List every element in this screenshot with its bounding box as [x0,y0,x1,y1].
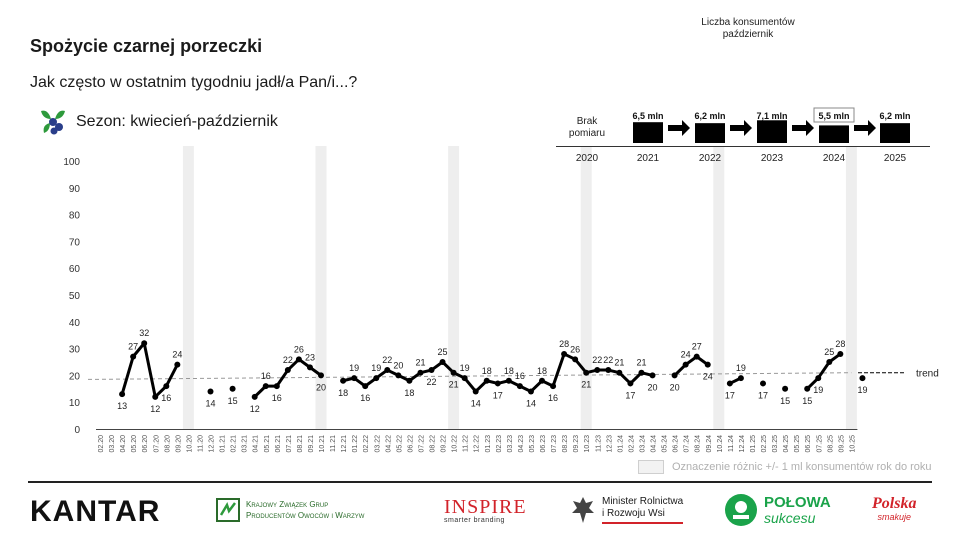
x-tick-label-04.25: 04.25 [783,435,791,453]
y-tick-label-90: 90 [68,183,80,195]
inset-arrow-2021 [668,120,690,136]
x-tick-label-04.21: 04.21 [252,435,260,453]
x-tick-label-04.23: 04.23 [517,435,525,453]
x-tick-label-12.21: 12.21 [341,435,349,453]
data-point-04.20 [119,391,125,397]
data-label-07.21: 22 [282,355,293,366]
data-label-09.23: 26 [570,344,581,355]
kzgp-logo [216,498,364,522]
inset-year-2024: 2024 [822,153,846,164]
inset-year-2020: 2020 [575,153,599,164]
data-point-08.20 [163,383,169,389]
data-point-08.23 [561,351,567,357]
x-tick-label-12.23: 12.23 [606,435,614,453]
inset-label-2024: 5,5 mln [818,111,850,121]
data-label-12.22: 14 [470,398,481,409]
polska-main: Polska [872,495,917,512]
data-point-02.21 [230,386,236,392]
ministry-line1: Minister Rolnictwa [602,496,684,507]
x-tick-label-06.20: 06.20 [142,435,150,453]
data-label-06.23: 18 [536,365,548,376]
x-tick-label-08.24: 08.24 [694,435,702,453]
data-label-05.22: 20 [393,360,404,371]
x-tick-label-05.22: 05.22 [396,435,404,453]
page-title: Spożycie czarnej porzeczki [30,36,263,56]
x-tick-label-05.21: 05.21 [263,435,271,453]
data-point-12.22 [473,388,479,394]
data-point-02.24 [627,380,633,386]
series-line-segment [807,354,840,389]
data-point-03.24 [638,370,644,376]
data-point-04.21 [252,394,258,400]
x-tick-label-03.24: 03.24 [639,435,647,453]
data-point-12.24 [738,375,744,381]
data-point-09.20 [174,362,180,368]
data-label-05.20: 27 [128,341,139,352]
data-label-07.23: 16 [548,393,559,404]
x-tick-label-08.23: 08.23 [562,435,570,453]
x-tick-label-07.23: 07.23 [551,435,559,453]
data-label-08.22: 22 [426,377,437,388]
highlight-band-10.24 [713,146,724,430]
x-tick-label-01.24: 01.24 [617,435,625,453]
data-label-04.24: 20 [647,382,658,393]
inset-title-line1: Liczba konsumentów [701,17,795,28]
data-label-07.25: 19 [813,385,824,396]
x-tick-label-12.24: 12.24 [738,435,746,453]
data-point-12.23 [605,367,611,373]
data-point-04.22 [384,367,390,373]
x-tick-label-04.20: 04.20 [120,435,128,453]
data-label-07.24: 24 [680,349,691,360]
kzgp-emblem-icon [216,498,240,522]
x-tick-label-01.23: 01.23 [484,435,492,453]
data-label-10.22: 21 [448,379,459,390]
data-label-02.22: 16 [360,393,371,404]
data-point-05.21 [263,383,269,389]
y-tick-label-100: 100 [63,157,80,168]
inset-bar-2023 [757,120,787,143]
data-label-11.22: 19 [459,363,470,374]
data-label-11.23: 22 [592,355,603,366]
data-label-07.22: 21 [415,357,426,368]
data-point-07.21 [285,367,291,373]
x-tick-label-08.20: 08.20 [164,435,172,453]
trend-label: trend [916,368,939,380]
inset-bar-2025 [880,123,910,143]
data-label-02.21: 15 [227,395,238,406]
x-tick-label-04.22: 04.22 [385,435,393,453]
data-label-02.24: 17 [625,390,636,401]
data-label-04.21: 12 [249,403,260,414]
data-point-11.23 [594,367,600,373]
data-point-03.23 [506,378,512,384]
x-tick-label-10.20: 10.20 [186,435,194,453]
data-point-09.24 [705,362,711,368]
polowa-sukcesu-logo [724,493,831,527]
y-tick-label-50: 50 [68,291,80,302]
x-tick-label-12.22: 12.22 [473,435,481,453]
data-point-08.24 [694,354,700,360]
data-label-12.23: 22 [603,355,614,366]
question-subtitle: Jak często w ostatnim tygodniu jadł/a Pan/i...? [30,74,358,91]
x-tick-label-06.25: 06.25 [805,435,813,453]
data-point-10.21 [318,372,324,378]
consumer-count-inset [556,17,930,164]
data-label-04.25: 15 [780,395,791,406]
x-tick-label-07.20: 07.20 [153,435,161,453]
x-tick-label-03.20: 03.20 [109,435,117,453]
inset-year-2025: 2025 [883,153,907,164]
highlight-band-10.25 [846,146,857,430]
data-label-06.21: 16 [271,393,282,404]
x-tick-label-03.25: 03.25 [772,435,780,453]
inset-label-2021: 6,5 mln [632,111,664,121]
data-label-10.21: 20 [315,382,327,393]
kzgp-line2: Producentów Owoców i Warzyw [246,511,365,520]
data-label-06.20: 32 [139,328,150,339]
x-tick-label-06.22: 06.22 [407,435,415,453]
data-point-05.22 [395,372,401,378]
data-point-10.23 [583,370,589,376]
data-point-07.22 [417,370,423,376]
data-label-06.24: 20 [669,382,680,393]
data-label-09.24: 24 [702,371,713,382]
data-point-undefined [859,375,865,381]
x-tick-label-05.24: 05.24 [661,435,669,453]
ministry-logo [570,494,683,526]
inset-label-2023: 7,1 mln [756,111,788,121]
data-point-02.25 [760,380,766,386]
data-point-12.21 [340,378,346,384]
data-point-02.22 [362,383,368,389]
data-point-06.22 [406,378,412,384]
inset-year-2023: 2023 [760,153,784,164]
x-tick-label-06.23: 06.23 [540,435,547,453]
data-label-06.25: 15 [802,395,813,406]
x-tick-label-02.25: 02.25 [761,435,768,453]
data-point-07.23 [550,383,556,389]
data-point-05.23 [528,388,534,394]
data-point-09.22 [440,359,446,365]
x-tick-label-09.22: 09.22 [440,435,448,453]
legend-note [638,460,932,474]
data-label-09.25: 28 [835,338,846,349]
inspire-sub: smarter branding [444,517,505,524]
highlight-band-10.20 [183,146,194,430]
inset-year-2022: 2022 [698,153,722,164]
data-label-02.25: 17 [757,390,769,401]
inset-year-2021: 2021 [636,153,660,164]
x-tick-label-10.21: 10.21 [319,435,326,453]
data-point-09.25 [837,351,843,357]
inset-title-line2: październik [722,29,774,40]
x-tick-label-11.22: 11.22 [462,435,470,452]
inset-label-2025: 6,2 mln [879,111,911,121]
data-point-11.24 [727,380,733,386]
data-point-09.21 [307,364,313,370]
data-label-02.23: 17 [492,390,503,401]
x-tick-label-11.20: 11.20 [197,435,205,452]
polowa-emblem-icon [724,493,758,527]
data-point-06.24 [672,372,678,378]
inset-arrow-2024 [854,120,876,136]
y-tick-label-0: 0 [74,425,80,436]
kzgp-line1: Krajowy Związek Grup [246,500,329,509]
inset-no-measure-line2: pomiaru [568,128,606,139]
x-tick-label-05.25: 05.25 [794,435,802,453]
data-point-06.25 [804,386,810,392]
y-tick-label-40: 40 [68,317,80,329]
data-label-12.21: 18 [338,387,349,398]
x-tick-label-01.25: 01.25 [749,435,757,453]
polska-smakuje-logo [872,496,916,522]
y-tick-label-70: 70 [68,237,80,249]
y-tick-label-60: 60 [68,264,80,276]
x-tick-label-09.24: 09.24 [705,435,713,453]
x-tick-label-02.24: 02.24 [628,435,636,453]
data-point-04.25 [782,386,788,392]
legend-swatch [638,460,664,474]
data-label-01.22: 19 [349,363,360,374]
x-tick-label-09.20: 09.20 [175,435,183,453]
inset-bar-2021 [633,122,663,143]
data-label-12.20: 14 [205,398,216,409]
data-point-01.23 [484,378,490,384]
data-point-06.23 [539,378,545,384]
x-tick-label-10.25: 10.25 [849,435,857,453]
data-point-04.23 [517,383,523,389]
data-label-05.21: 16 [260,371,271,382]
x-tick-label-07.25: 07.25 [816,435,824,453]
x-tick-label-07.22: 07.22 [418,435,426,453]
inset-arrow-2023 [792,120,814,136]
inset-bar-2024 [819,125,849,143]
season-text: Sezon: kwiecień-październik [76,113,278,130]
data-label-01.23: 18 [481,365,492,376]
x-tick-label-08.25: 08.25 [827,435,835,453]
data-label-11.24: 17 [724,390,735,401]
x-tick-label-10.22: 10.22 [451,435,459,453]
data-point-05.20 [130,354,136,360]
data-label-08.24: 27 [691,341,702,352]
x-tick-label-04.24: 04.24 [650,435,658,453]
data-label-04.22: 22 [382,355,393,366]
polska-sub: smakuje [877,512,911,522]
data-point-08.22 [429,367,435,373]
data-label-09.22: 25 [437,347,448,357]
x-tick-label-08.21: 08.21 [296,435,304,453]
kantar-logo: KANTAR [30,495,161,528]
inspire-main: INSPIRE [444,496,527,518]
consumption-series [117,328,867,414]
inset-label-2022: 6,2 mln [694,111,726,121]
data-label-08.23: 28 [559,338,570,349]
x-tick-label-02.22: 02.22 [363,435,371,453]
inset-bar-2022 [695,123,725,143]
x-tick-label-01.21: 01.21 [219,435,227,453]
x-tick-label-11.23: 11.23 [595,435,603,452]
data-point-01.22 [351,375,357,381]
data-point-01.24 [616,370,622,376]
x-tick-label-08.22: 08.22 [429,435,437,453]
data-label-undefined: 19 [857,385,868,396]
data-label-08.20: 16 [161,393,172,404]
data-point-06.20 [141,340,147,346]
inset-arrow-2022 [730,120,752,136]
x-tick-label-10.23: 10.23 [584,435,592,453]
data-label-08.21: 26 [293,344,304,355]
x-tick-label-05.20: 05.20 [131,435,139,453]
footer-divider [28,481,932,483]
x-tick-label-02.20: 02.20 [98,435,105,453]
data-point-03.22 [373,375,379,381]
data-point-06.21 [274,383,280,389]
data-label-09.21: 23 [304,352,315,363]
y-tick-label-10: 10 [68,398,80,410]
x-tick-label-09.25: 09.25 [838,435,846,453]
data-label-04.20: 13 [117,401,128,412]
x-tick-label-03.23: 03.23 [506,435,514,453]
data-label-04.23: 16 [514,371,525,382]
x-tick-label-07.21: 07.21 [285,435,293,453]
x-tick-label-02.21: 02.21 [230,435,238,453]
data-label-09.20: 24 [172,349,183,360]
x-tick-label-05.23: 05.23 [528,435,536,453]
x-tick-label-02.23: 02.23 [495,435,503,453]
data-label-03.24: 21 [636,357,647,368]
eagle-emblem-icon [570,494,596,526]
x-tick-label-11.21: 11.21 [330,435,338,452]
y-tick-label-30: 30 [68,344,80,356]
data-label-03.22: 19 [371,363,382,374]
data-label-03.23: 18 [503,365,514,376]
data-label-08.25: 25 [824,347,835,357]
y-tick-label-20: 20 [68,371,80,383]
y-axis [63,157,80,436]
data-point-10.22 [451,370,457,376]
data-label-01.24: 21 [614,357,625,368]
x-axis [96,430,857,453]
x-tick-label-03.21: 03.21 [241,435,249,453]
data-point-08.25 [826,359,832,365]
x-tick-label-09.21: 09.21 [307,435,315,453]
inspire-logo [444,497,527,524]
data-point-12.20 [208,388,214,394]
data-point-02.23 [495,380,501,386]
data-label-12.24: 19 [735,363,746,374]
polowa-main: POŁOWA [764,494,831,511]
data-point-11.22 [462,375,468,381]
data-point-07.24 [683,362,689,368]
inset-no-measure-line1: Brak [576,116,598,127]
x-tick-label-12.20: 12.20 [208,435,216,453]
x-tick-label-03.22: 03.22 [374,435,382,453]
x-tick-label-10.24: 10.24 [716,435,724,453]
data-point-09.23 [572,356,578,362]
legend-note-text: Oznaczenie różnic +/- 1 ml konsumentów rok do roku [672,461,932,473]
data-point-08.21 [296,356,302,362]
data-label-05.23: 14 [525,398,536,409]
x-tick-label-01.22: 01.22 [352,435,360,453]
x-tick-label-06.21: 06.21 [274,435,282,453]
data-point-04.24 [650,372,656,378]
y-tick-label-80: 80 [68,210,80,222]
ministry-line2: i Rozwoju Wsi [602,508,665,519]
x-tick-label-07.24: 07.24 [683,435,691,453]
x-tick-label-11.24: 11.24 [727,435,735,452]
x-tick-label-09.23: 09.23 [573,435,581,453]
data-point-07.25 [815,375,821,381]
data-label-06.22: 18 [404,387,415,398]
polowa-sub: sukcesu [764,510,816,526]
data-label-10.23: 21 [581,379,592,390]
data-point-07.20 [152,394,158,400]
data-label-07.20: 12 [150,403,161,414]
x-tick-label-06.24: 06.24 [672,435,680,453]
